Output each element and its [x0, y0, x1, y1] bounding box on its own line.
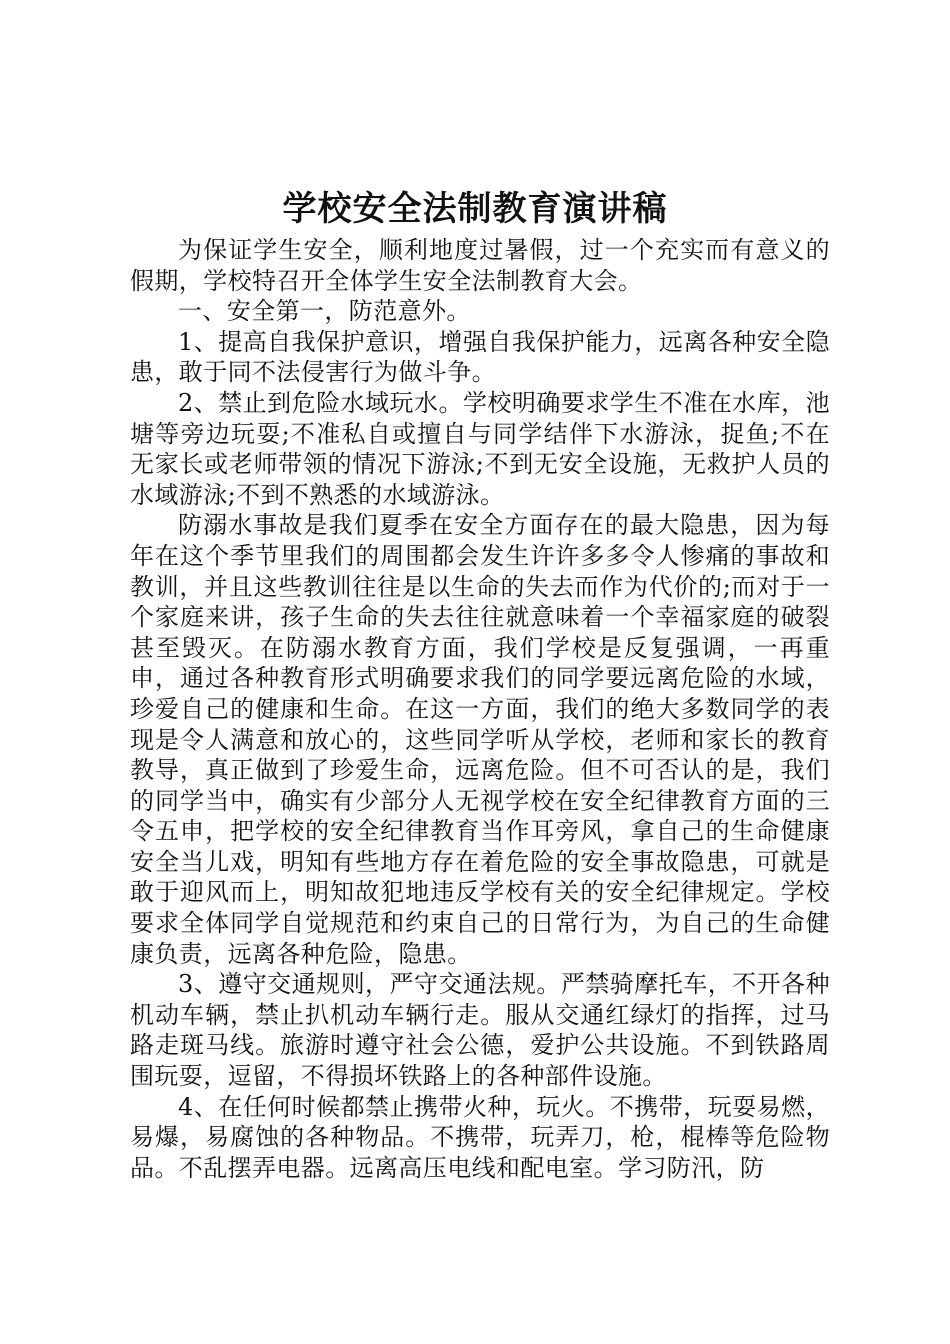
document-title: 学校安全法制教育演讲稿 — [282, 189, 668, 229]
paragraph-item-3: 3、遵守交通规则，严守交通法规。严禁骑摩托车，不开各种机动车辆，禁止扒机动车辆行走。服从交通红绿灯的指挥，过马路走斑马线。旅游时遵守社会公德，爱护公共设施。不到铁路周围玩耍，逗留，不得损坏铁路上的各种部件设施。 — [130, 970, 830, 1091]
paragraph-drowning: 防溺水事故是我们夏季在安全方面存在的最大隐患，因为每年在这个季节里我们的周围都会发生许许多多令人惨痛的事故和教训，并且这些教训往往是以生命的失去而作为代价的;而对于一个家庭来讲，孩子生命的失去往往就意味着一个幸福家庭的破裂甚至毁灭。在防溺水教育方面，我们学校是反复强调，一再重申，通过各种教育形式明确要求我们的同学要远离危险的水域，珍爱自己的健康和生命。在这一方面，我们的绝大多数同学的表现是令人满意和放心的，这些同学听从学校，老师和家长的教育教导，真正做到了珍爱生命，远离危险。但不可否认的是，我们的同学当中，确实有少部分人无视学校在安全纪律教育方面的三令五申，把学校的安全纪律教育当作耳旁风，拿自己的生命健康安全当儿戏，明知有些地方存在着危险的安全事故隐患，可就是敢于迎风而上，明知故犯地违反学校有关的安全纪律规定。学校要求全体同学自觉规范和约束自己的日常行为，为自己的生命健康负责，远离各种危险，隐患。 — [130, 511, 830, 968]
document-body — [130, 235, 830, 1183]
paragraph-item-1: 1、提高自我保护意识，增强自我保护能力，远离各种安全隐患，敢于同不法侵害行为做斗争。 — [130, 327, 830, 387]
paragraph-intro: 为保证学生安全，顺利地度过暑假，过一个充实而有意义的假期，学校特召开全体学生安全法制教育大会。 — [130, 236, 830, 295]
paragraph-item-2: 2、禁止到危险水域玩水。学校明确要求学生不准在水库，池塘等旁边玩耍;不准私自或擅自与同学结伴下水游泳，捉鱼;不在无家长或老师带领的情况下游泳;不到无安全设施，无救护人员的水域游泳;不到不熟悉的水域游泳。 — [130, 388, 830, 509]
paragraph-item-4: 4、在任何时候都禁止携带火种，玩火。不携带，玩耍易燃，易爆，易腐蚀的各种物品。不携带，玩弄刀，枪，棍棒等危险物品。不乱摆弄电器。远离高压电线和配电室。学习防汛，防 — [130, 1092, 830, 1182]
paragraph-section-heading: 一、安全第一，防范意外。 — [178, 297, 471, 326]
